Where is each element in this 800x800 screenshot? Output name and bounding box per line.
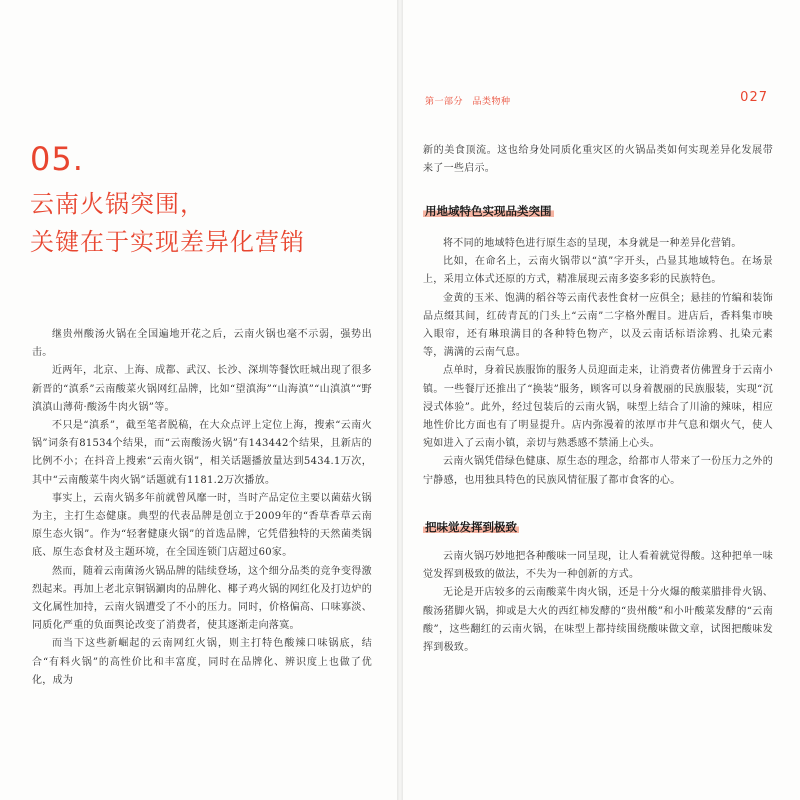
paragraph: 点单时，身着民族服饰的服务人员迎面走来，让消费者仿佛置身于云南小镇。一些餐厅还推出了“换装”服务，顾客可以身着靓丽的民族服装，实现“沉浸式体验”。此外，经过包装后的云南火锅，味型上结合了川渝的辣味，相应地性价比方面也有了明显提升。店内弥漫着的浓厚市井气息和烟火气，使人宛如进入了云南小镇，亲切与熟悉感不禁涌上心头。 bbox=[423, 365, 773, 450]
paragraph: 近两年，北京、上海、成都、武汉、长沙、深圳等餐饮旺城出现了很多新晋的“滇系”云南酸菜火锅网红品牌，比如“望滇海”“山海滇”“山滇滇”“野滇滇山薄荷·酸汤牛肉火锅”等。 bbox=[32, 365, 372, 413]
subheading-taste bbox=[423, 519, 519, 535]
section-title-line-2: 关键在于实现差异化营销 bbox=[30, 228, 305, 256]
paragraph: 而当下这些新崛起的云南网红火锅，则主打特色酸辣口味锅底，结合“有料火锅”的高性价比和丰富度，同时在品牌化、辨识度上也做了优化，成为 bbox=[32, 638, 372, 686]
section-title-line-1: 云南火锅突围， bbox=[30, 190, 205, 218]
right-page bbox=[403, 0, 800, 800]
left-body-text bbox=[32, 326, 372, 690]
section-1-text bbox=[423, 235, 773, 490]
paragraph: 比如，在命名上，云南火锅带以“滇”字开头，凸显其地域特色。在场景上，采用立体式还原的方式，精准展现云南多姿多彩的民族特色。 bbox=[423, 256, 773, 286]
subheading-text: 把味觉发挥到极致 bbox=[425, 520, 517, 534]
paragraph: 新的美食顶流。这也给身处同质化重灾区的火锅品类如何实现差异化发展带来了一些启示。 bbox=[423, 145, 773, 175]
section-title bbox=[30, 185, 370, 261]
paragraph: 金黄的玉米、饱满的稻谷等云南代表性食材一应俱全；悬挂的竹编和装饰品点缀其间，红砖青瓦的门头上“云南”二字格外醒目。进店后，香料集市映入眼帘，还有琳琅满目的各种特色物产，以及云南话标语涂鸦、扎染元素等，满满的云南气息。 bbox=[423, 292, 773, 359]
subheading-text: 用地域特色实现品类突围 bbox=[425, 204, 552, 218]
paragraph: 无论是开店较多的云南酸菜牛肉火锅，还是十分火爆的酸菜腊排骨火锅、酸汤猪脚火锅，抑或是大火的西红柿发酵的“贵州酸”和小叶酸菜发酵的“云南酸”，这些翻红的云南火锅，在味型上都持续围绕酸味做文章，试图把酸味发挥到极致。 bbox=[423, 587, 773, 654]
subheading-regional-features bbox=[423, 203, 554, 219]
left-page bbox=[0, 0, 397, 800]
paragraph: 云南火锅凭借绿色健康、原生态的理念，给都市人带来了一份压力之外的宁静感，也用独具特色的民族风情征服了都市食客的心。 bbox=[423, 456, 773, 486]
paragraph: 不只是“滇系”，截至笔者脱稿，在大众点评上定位上海，搜索“云南火锅”词条有81534个结果，而“云南酸汤火锅”有143442个结果，且新店的比例不小；在抖音上搜索“云南火锅”，相关话题播放量达到5434.1万次，其中“云南酸菜牛肉火锅”话题就有1181.2万次播放。 bbox=[32, 420, 372, 486]
running-header: 第一部分 品类物种 bbox=[425, 97, 511, 107]
section-number: 05. bbox=[30, 140, 84, 178]
paragraph: 继贵州酸汤火锅在全国遍地开花之后，云南火锅也毫不示弱，强势出击。 bbox=[32, 329, 372, 359]
paragraph: 事实上，云南火锅多年前就曾风靡一时，当时产品定位主要以菌菇火锅为主，主打生态健康。典型的代表品牌是创立于2009年的“香草香草云南原生态火锅”。作为“轻奢健康火锅”的首选品牌，它凭借独特的天然菌类锅底、原生态食材及主题环境，在全国连锁门店超过60家。 bbox=[32, 492, 372, 559]
page-number: 027 bbox=[740, 90, 768, 105]
paragraph: 云南火锅巧妙地把各种酸味一同呈现，让人看着就觉得酸。这种把单一味觉发挥到极致的做法，不失为一种创新的方式。 bbox=[423, 551, 773, 581]
paragraph: 将不同的地域特色进行原生态的呈现，本身就是一种差异化营销。 bbox=[443, 238, 742, 249]
intro-text bbox=[423, 142, 773, 178]
paragraph: 然而，随着云南菌汤火锅品牌的陆续登场，这个细分品类的竞争变得激烈起来。再加上老北京铜锅涮肉的品牌化、椰子鸡火锅的网红化及打边炉的文化属性加持，云南火锅遭受了不小的压力。同时，价格偏高、口味寡淡、同质化严重的负面舆论改变了消费者，使其逐渐走向落寞。 bbox=[32, 565, 372, 632]
section-2-text bbox=[423, 548, 773, 657]
